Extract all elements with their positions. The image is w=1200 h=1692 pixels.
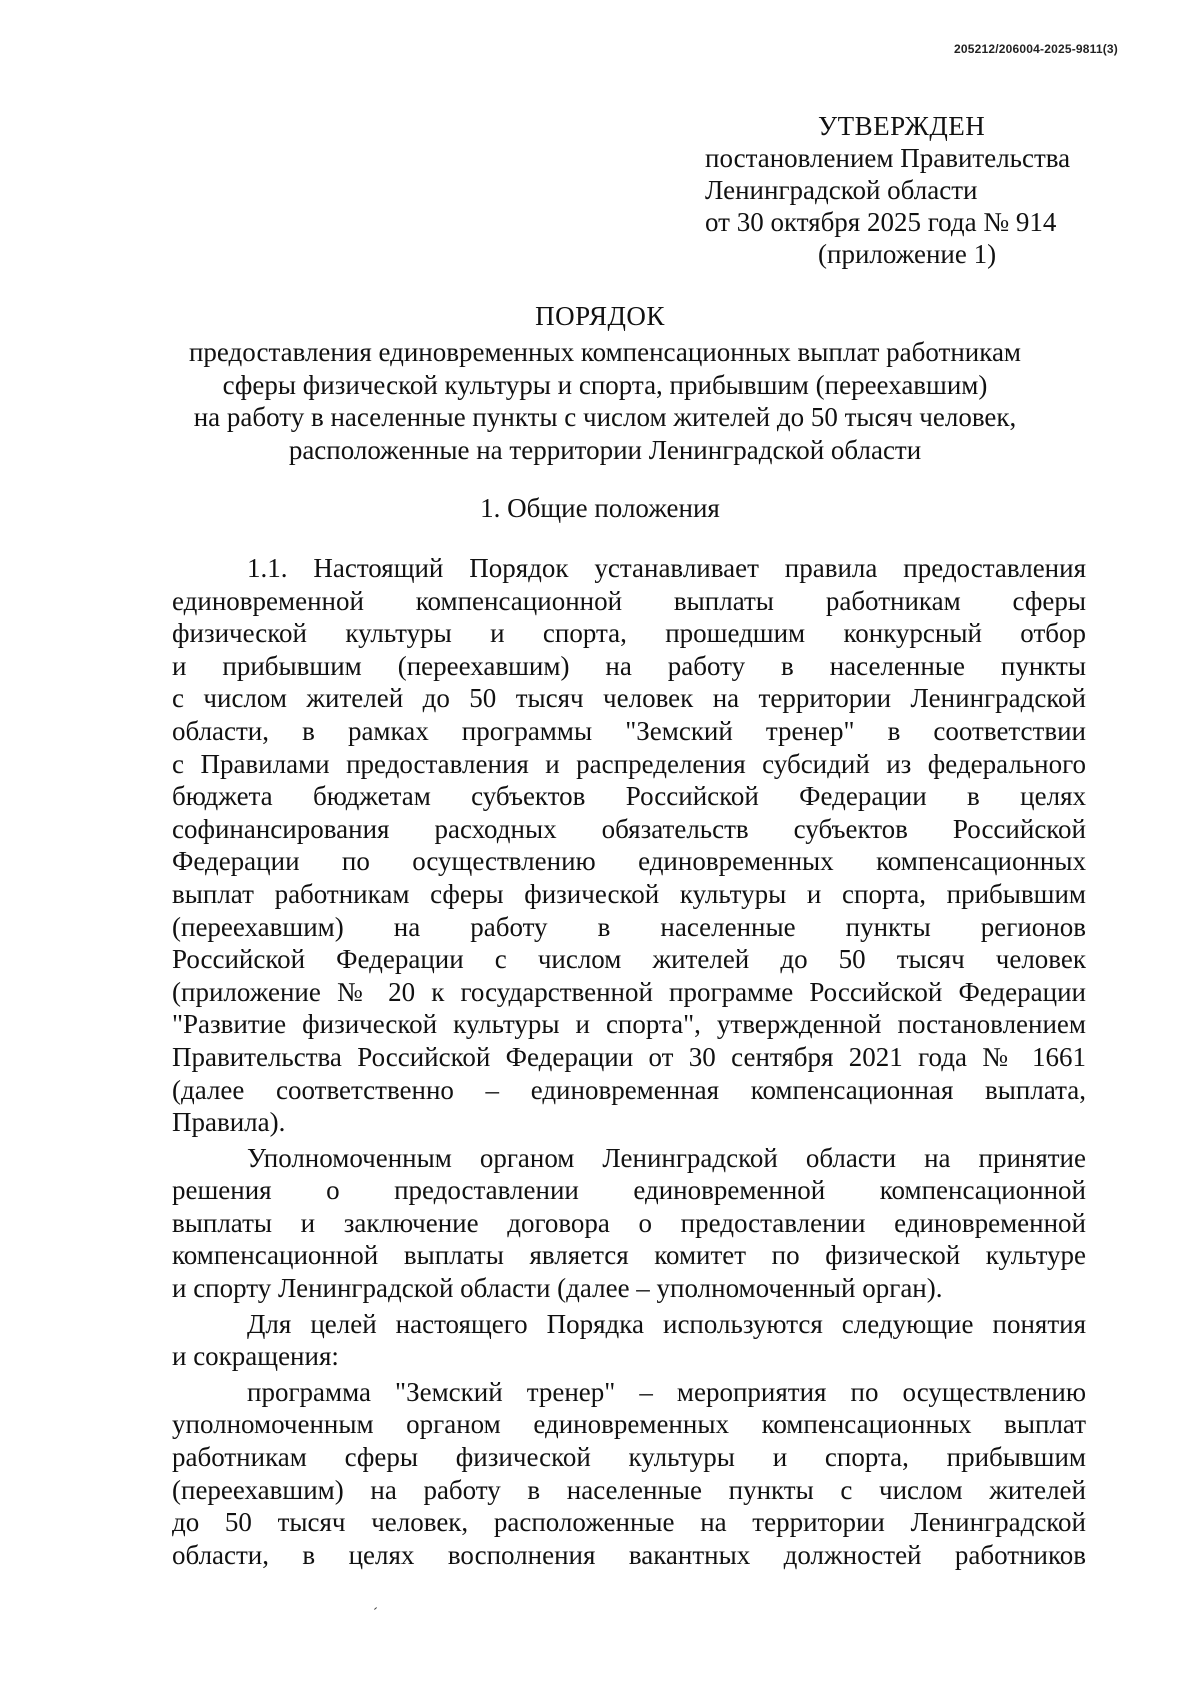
approval-line-2: Ленинградской области <box>705 175 978 205</box>
text-line: Российской Федерации с числом жителей до 50 тысяч человек <box>172 944 1086 975</box>
text-line: области, в рамках программы "Земский тренер" в соответствии <box>172 715 1086 746</box>
text-line: Для целей настоящего Порядка используются следующие понятия <box>247 1308 1086 1339</box>
scan-artifact-mark <box>374 1607 377 1610</box>
section-heading: 1. Общие положения <box>480 493 720 523</box>
subtitle-line: сферы физической культуры и спорта, прибывшим (переехавшим) <box>222 369 988 400</box>
text-line: физической культуры и спорта, прошедшим конкурсный отбор <box>172 618 1086 649</box>
text-line: (переехавшим) на работу в населенные пункты регионов <box>172 911 1086 942</box>
text-line: (приложение № 20 к государственной программе Российской Федерации <box>172 976 1086 1007</box>
paragraph-definitions-intro <box>172 1308 1086 1373</box>
document-registration-number: 205212/206004-2025-9811(3) <box>953 42 1118 56</box>
text-line: работникам сферы физической культуры и спорта, прибывшим <box>172 1442 1086 1473</box>
text-line: области, в целях восполнения вакантных должностей работников <box>172 1539 1086 1570</box>
text-line: 1.1. Настоящий Порядок устанавливает правила предоставления <box>247 553 1086 583</box>
text-line: с Правилами предоставления и распределения субсидий из федерального <box>172 748 1086 779</box>
text-line: уполномоченным органом единовременных компенсационных выплат <box>172 1409 1086 1440</box>
text-line: выплат работникам сферы физической культуры и спорта, прибывшим <box>172 878 1086 909</box>
text-line: до 50 тысяч человек, расположенные на территории Ленинградской <box>172 1507 1086 1538</box>
text-line: решения о предоставлении единовременной компенсационной <box>172 1175 1086 1206</box>
text-line: программа "Земский тренер" – мероприятия по осуществлению <box>247 1376 1086 1407</box>
text-line: с числом жителей до 50 тысяч человек на территории Ленинградской <box>172 683 1086 714</box>
text-line: "Развитие физической культуры и спорта", утвержденной постановлением <box>172 1009 1086 1040</box>
text-line: и спорту Ленинградской области (далее – уполномоченный орган). <box>172 1273 943 1304</box>
approval-appendix: (приложение 1) <box>818 239 997 269</box>
text-line: Федерации по осуществлению единовременных компенсационных <box>172 846 1086 877</box>
subtitle-line: расположенные на территории Ленинградской области <box>288 434 922 465</box>
text-line: Уполномоченным органом Ленинградской области на принятие <box>247 1142 1086 1173</box>
document-subtitle <box>130 336 1080 466</box>
paragraph-1-1 <box>172 552 1086 1139</box>
paragraph-zemsky-trainer-definition <box>172 1376 1086 1572</box>
text-line: единовременной компенсационной выплаты работникам сферы <box>172 585 1086 616</box>
paragraph-authorized-body <box>172 1142 1086 1305</box>
approval-title: УТВЕРЖДЕН <box>818 111 986 141</box>
text-line: (далее соответственно – единовременная компенсационная выплата, <box>172 1074 1086 1105</box>
approval-stamp-block <box>705 110 1125 270</box>
subtitle-line: предоставления единовременных компенсационных выплат работникам <box>188 337 1022 367</box>
text-line: (переехавшим) на работу в населенные пункты с числом жителей <box>172 1474 1086 1505</box>
text-line: выплаты и заключение договора о предоставлении единовременной <box>172 1207 1086 1238</box>
text-line: и прибывшим (переехавшим) на работу в населенные пункты <box>172 650 1086 681</box>
approval-line-3: от 30 октября 2025 года № 914 <box>705 207 1057 237</box>
text-line: Правительства Российской Федерации от 30 сентября 2021 года № 1661 <box>172 1041 1086 1072</box>
text-line: компенсационной выплаты является комитет по физической культуре <box>172 1240 1086 1271</box>
text-line: и сокращения: <box>172 1341 339 1372</box>
text-line: Правила). <box>172 1107 286 1138</box>
document-title: ПОРЯДОК <box>535 301 665 331</box>
approval-line-1: постановлением Правительства <box>705 143 1071 173</box>
text-line: софинансирования расходных обязательств субъектов Российской <box>172 813 1086 844</box>
text-line: бюджета бюджетам субъектов Российской Федерации в целях <box>172 781 1086 812</box>
subtitle-line: на работу в населенные пункты с числом жителей до 50 тысяч человек, <box>193 402 1017 432</box>
document-body <box>172 552 1086 1571</box>
